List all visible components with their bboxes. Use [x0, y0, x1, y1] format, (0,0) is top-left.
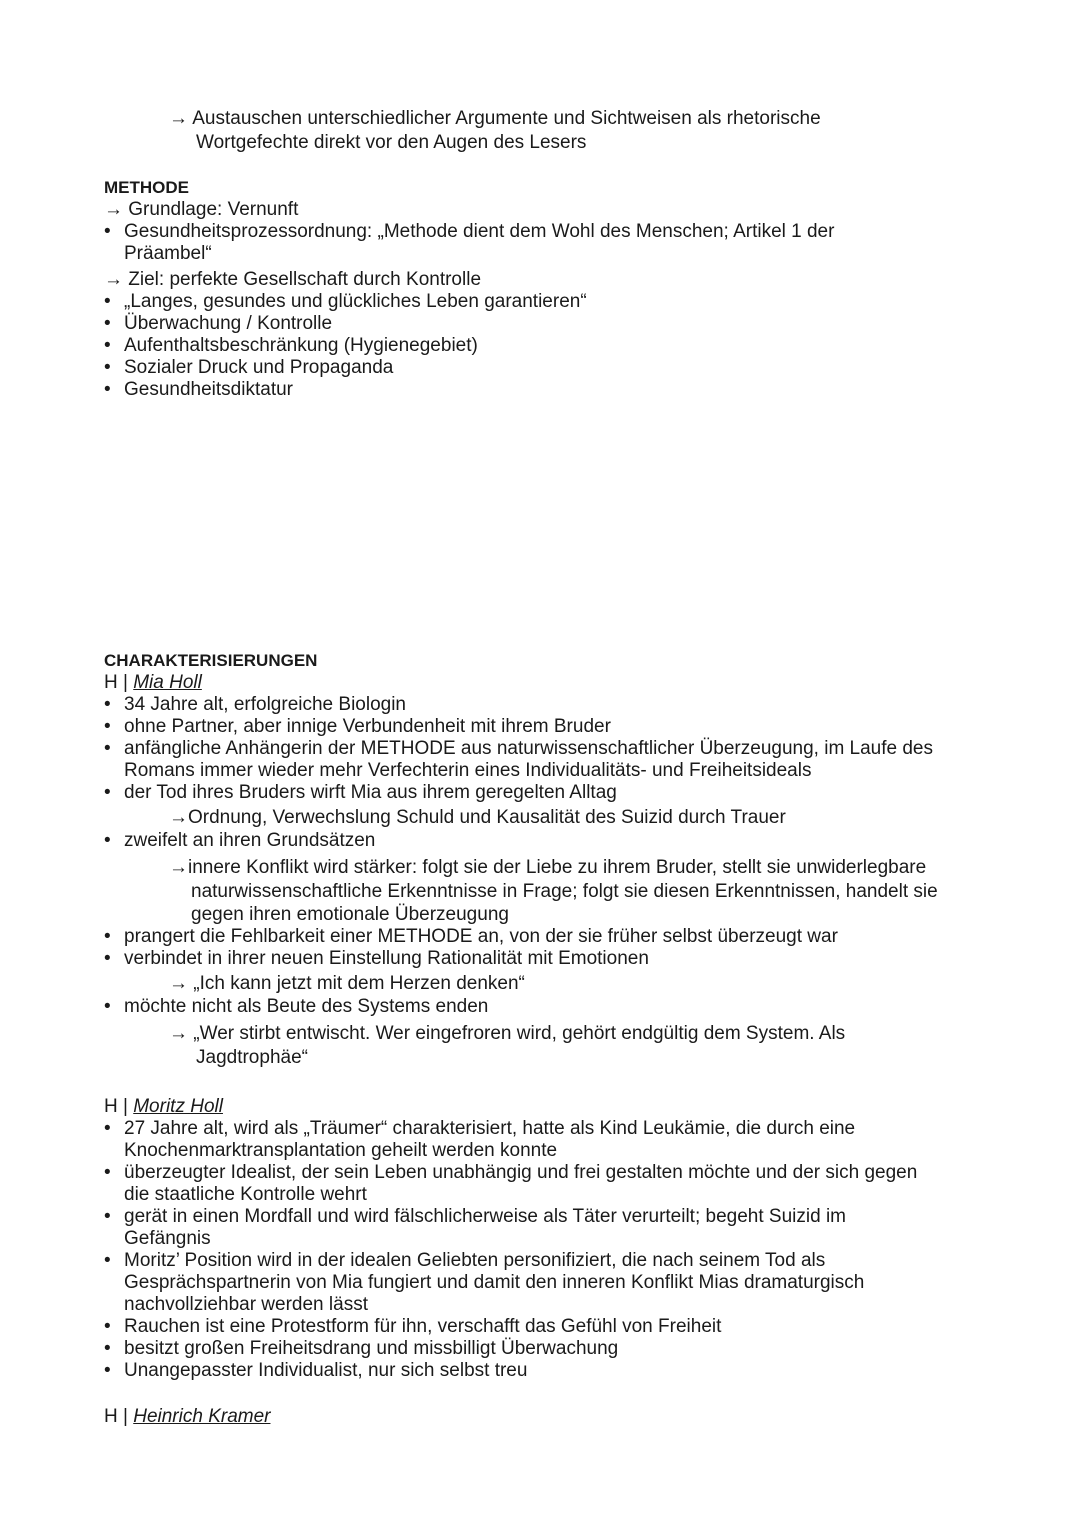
methode-ziel: → Ziel: perfekte Gesellschaft durch Kontrolle — [104, 269, 482, 290]
character-name-mia: Mia Holl — [133, 672, 202, 693]
arrow-icon: → — [169, 1023, 188, 1044]
methode-list-1 — [0, 221, 1080, 265]
character-heading-kramer: H | Heinrich Kramer — [104, 1406, 271, 1427]
methode-grundlage: → Grundlage: Vernunft — [104, 199, 299, 220]
arrow-icon: → — [169, 973, 188, 994]
mia-list-3 — [0, 926, 1080, 970]
intro-line-continued: Wortgefechte direkt vor den Augen des Lesers — [196, 132, 587, 153]
arrow-icon: → — [104, 199, 123, 220]
list-item: • Moritz’ Position wird in der idealen Geliebten personifiziert, die nach seinem Tod als Gesprächspartnerin von Mia fungiert und damit den inneren Konflikt Mias dramaturgisch nachvollziehbar werden lässt — [0, 1250, 1080, 1316]
methode-list-2 — [0, 291, 1080, 401]
mia-sub-8: → „Wer stirbt entwischt. Wer eingefroren wird, gehört endgültig dem System. Als Jagdtrophäe“ — [169, 1023, 846, 1068]
list-item: • besitzt großen Freiheitsdrang und missbilligt Überwachung — [0, 1338, 1080, 1360]
intro-block — [0, 107, 1080, 155]
list-item: • der Tod ihres Bruders wirft Mia aus ihrem geregelten Alltag — [0, 782, 1080, 804]
intro-line: → Austauschen unterschiedlicher Argumente und Sichtweisen als rhetorische — [169, 108, 821, 129]
list-item: • 27 Jahre alt, wird als „Träumer“ charakterisiert, hatte als Kind Leukämie, die durch eine Knochenmarktransplantation geheilt werden konnte — [0, 1118, 1080, 1162]
mia-sub-7: → „Ich kann jetzt mit dem Herzen denken“ — [169, 973, 525, 994]
character-name-kramer: Heinrich Kramer — [133, 1406, 271, 1427]
charakterisierungen-section — [0, 650, 1080, 1428]
list-item: • Überwachung / Kontrolle — [0, 313, 1080, 335]
mia-sub-4: →Ordnung, Verwechslung Schuld und Kausalität des Suizid durch Trauer — [169, 807, 786, 828]
character-heading-mia: H | Mia Holl — [104, 672, 202, 693]
list-item: • Gesundheitsdiktatur — [0, 379, 1080, 401]
moritz-list — [0, 1118, 1080, 1382]
list-item: • 34 Jahre alt, erfolgreiche Biologin — [0, 694, 1080, 716]
arrow-icon: → — [169, 108, 188, 129]
list-item: • Rauchen ist eine Protestform für ihn, verschafft das Gefühl von Freiheit — [0, 1316, 1080, 1338]
list-item: • Gesundheitsprozessordnung: „Methode dient dem Wohl des Menschen; Artikel 1 der Präambel“ — [0, 221, 1080, 265]
methode-section — [0, 177, 1080, 401]
mia-sub-5: →innere Konflikt wird stärker: folgt sie der Liebe zu ihrem Bruder, stellt sie unwiderlegbare naturwissenschaftliche Erkenntnisse in Frage; folgt sie diesen Erkenntnissen, handelt sie gegen ihren emotionale Überzeugung — [169, 857, 938, 925]
list-item: • prangert die Fehlbarkeit einer METHODE an, von der sie früher selbst überzeugt war — [0, 926, 1080, 948]
character-heading-moritz: H | Moritz Holl — [104, 1096, 223, 1117]
list-item: • überzeugter Idealist, der sein Leben unabhängig und frei gestalten möchte und der sich gegen die staatliche Kontrolle wehrt — [0, 1162, 1080, 1206]
list-item: • verbindet in ihrer neuen Einstellung Rationalität mit Emotionen — [0, 948, 1080, 970]
list-item: • Unangepasster Individualist, nur sich selbst treu — [0, 1360, 1080, 1382]
character-name-moritz: Moritz Holl — [133, 1096, 223, 1117]
arrow-icon: → — [104, 269, 123, 290]
list-item: • ohne Partner, aber innige Verbundenheit mit ihrem Bruder — [0, 716, 1080, 738]
list-item: • Aufenthaltsbeschränkung (Hygienegebiet) — [0, 335, 1080, 357]
list-item: • möchte nicht als Beute des Systems enden — [0, 996, 1080, 1018]
list-item: • Sozialer Druck und Propaganda — [0, 357, 1080, 379]
arrow-icon: → — [169, 807, 188, 828]
list-item: • gerät in einen Mordfall und wird fälschlicherweise als Täter verurteilt; begeht Suizid im Gefängnis — [0, 1206, 1080, 1250]
section-heading-methode: METHODE — [104, 178, 189, 197]
list-item: • „Langes, gesundes und glückliches Leben garantieren“ — [0, 291, 1080, 313]
section-heading-charakterisierungen: CHARAKTERISIERUNGEN — [104, 651, 318, 670]
mia-list-2 — [0, 830, 1080, 852]
list-item: • zweifelt an ihren Grundsätzen — [0, 830, 1080, 852]
mia-list — [0, 694, 1080, 804]
mia-list-4 — [0, 996, 1080, 1018]
arrow-icon: → — [169, 857, 188, 878]
list-item: • anfängliche Anhängerin der METHODE aus naturwissenschaftlicher Überzeugung, im Laufe des Romans immer wieder mehr Verfechterin eines Individualitäts- und Freiheitsideals — [0, 738, 1080, 782]
